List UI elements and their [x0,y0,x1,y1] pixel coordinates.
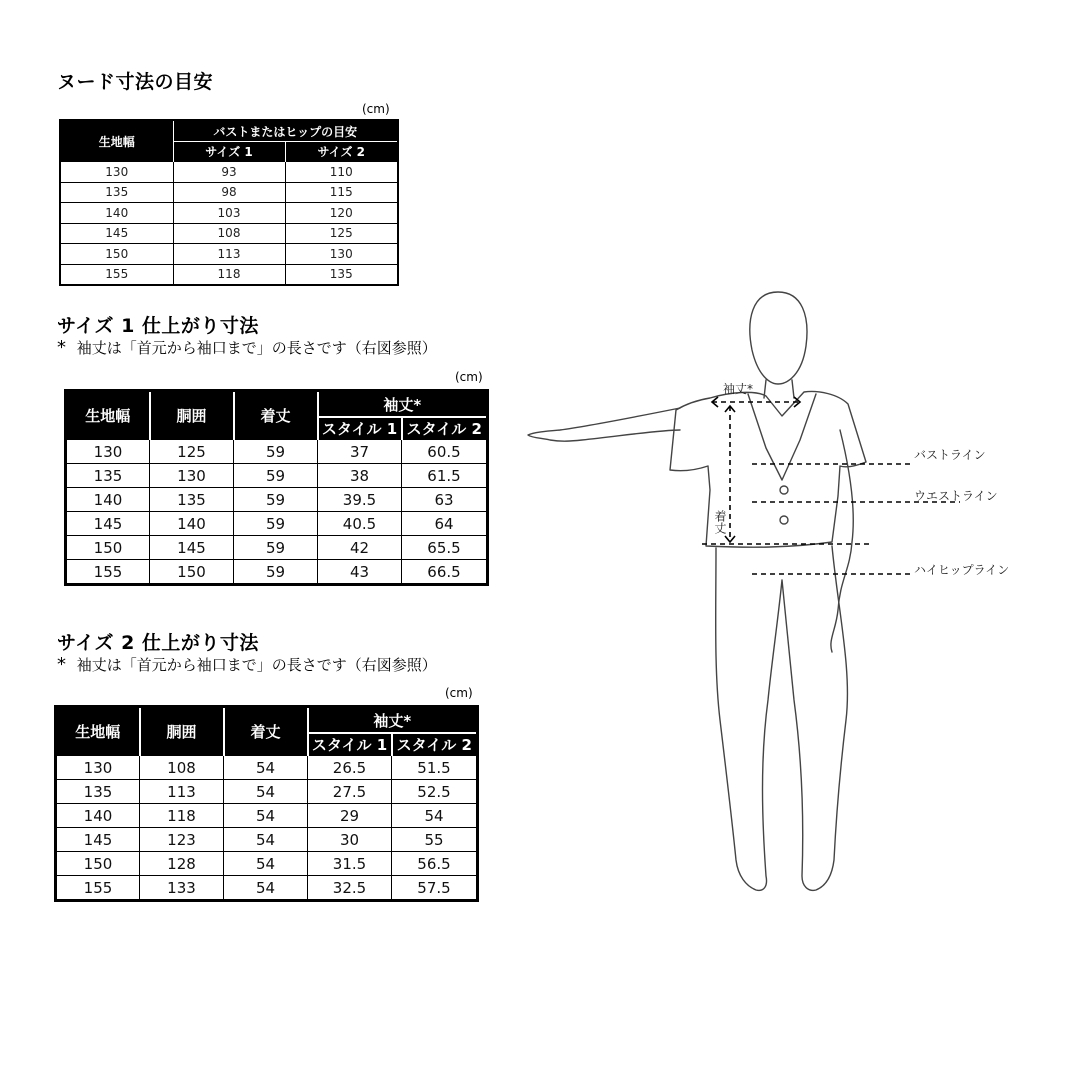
table-cell: 128 [140,852,224,876]
table-cell: 56.5 [392,852,478,876]
table-cell: 26.5 [308,756,392,780]
table-cell: 93 [173,162,285,183]
legs-outline [716,546,848,890]
table-row [56,804,478,828]
table-cell: 39.5 [318,488,402,512]
table-cell: 118 [173,264,285,285]
header-sleeve: 袖丈* [308,707,478,734]
table-cell: 27.5 [308,780,392,804]
collar-outline [748,394,816,480]
table-cell: 30 [308,828,392,852]
header-body: 胴囲 [140,707,224,756]
table-row [56,780,478,804]
table-cell: 61.5 [402,464,488,488]
table-cell: 55 [392,828,478,852]
table-cell: 155 [60,264,173,285]
table-cell: 150 [60,244,173,265]
table-row [60,244,398,265]
table-cell: 65.5 [402,536,488,560]
note-text: 袖丈は「首元から袖口まで」の長さです（右図参照） [76,656,437,674]
unit-label: (cm) [362,102,390,116]
table-cell: 59 [234,440,318,464]
extended-arm [528,408,680,441]
shirt-button [780,516,788,524]
table-cell: 130 [66,440,150,464]
table-cell: 31.5 [308,852,392,876]
table-cell: 130 [150,464,234,488]
table-cell: 130 [56,756,140,780]
table-row [66,512,488,536]
bust-line-label: バストライン [914,448,986,462]
table-cell: 38 [318,464,402,488]
table-row [60,223,398,244]
table-cell: 64 [402,512,488,536]
size1-finished-table [64,389,489,586]
table-row [66,560,488,585]
table-cell: 103 [173,203,285,224]
table-cell: 155 [66,560,150,585]
header-bust-hip: バストまたはヒップの目安 [173,120,398,142]
table-cell: 145 [150,536,234,560]
table-cell: 59 [234,488,318,512]
table-cell: 32.5 [308,876,392,901]
size2-finished-table [54,705,479,902]
table-cell: 54 [224,804,308,828]
note-star: * [57,654,66,675]
header-fabric-width: 生地幅 [60,120,173,162]
table-cell: 40.5 [318,512,402,536]
header-style2: スタイル 2 [402,417,488,440]
sleeve-length-label: 袖丈* [723,382,754,396]
table-row [66,488,488,512]
high-hip-line-label: ハイヒップライン [914,563,1010,577]
table-cell: 140 [150,512,234,536]
nude-size-title: ヌード寸法の目安 [57,71,214,93]
table-cell: 145 [66,512,150,536]
size2-finished-title: サイズ 2 仕上がり寸法 [57,632,259,654]
table-cell: 118 [140,804,224,828]
table-row [66,536,488,560]
table-row [60,162,398,183]
sleeve-note [57,337,437,358]
size1-finished-title: サイズ 1 仕上がり寸法 [57,315,259,337]
table-cell: 145 [60,223,173,244]
table-cell: 54 [224,780,308,804]
table-cell: 150 [66,536,150,560]
figure-illustration [520,280,1060,910]
table-cell: 60.5 [402,440,488,464]
shirt-button [780,486,788,494]
note-star: * [57,337,66,358]
table-cell: 63 [402,488,488,512]
unit-label: (cm) [455,370,483,384]
header-body: 胴囲 [150,391,234,440]
table-cell: 59 [234,536,318,560]
unit-label: (cm) [445,686,473,700]
header-style2: スタイル 2 [392,733,478,756]
table-cell: 125 [150,440,234,464]
table-cell: 135 [60,182,173,203]
table-cell: 59 [234,512,318,536]
table-cell: 54 [392,804,478,828]
header-fabric-width: 生地幅 [66,391,150,440]
table-cell: 54 [224,828,308,852]
table-cell: 113 [173,244,285,265]
table-row [66,440,488,464]
table-cell: 155 [56,876,140,901]
table-cell: 59 [234,464,318,488]
shirt-outline [670,392,866,548]
table-row [60,182,398,203]
table-cell: 110 [285,162,398,183]
table-cell: 54 [224,756,308,780]
table-cell: 98 [173,182,285,203]
table-cell: 135 [150,488,234,512]
table-row [60,203,398,224]
table-cell: 145 [56,828,140,852]
header-length: 着丈 [224,707,308,756]
table-cell: 135 [56,780,140,804]
header-style1: スタイル 1 [308,733,392,756]
waist-line-label: ウエストライン [914,489,998,503]
header-style1: スタイル 1 [318,417,402,440]
table-cell: 135 [66,464,150,488]
table-cell: 125 [285,223,398,244]
table-cell: 130 [60,162,173,183]
head-outline [750,292,807,384]
table-cell: 108 [140,756,224,780]
table-cell: 54 [224,876,308,901]
table-cell: 108 [173,223,285,244]
garment-length-label: 着丈 [713,510,727,534]
table-cell: 150 [150,560,234,585]
sleeve-note [57,654,437,675]
table-cell: 130 [285,244,398,265]
table-row [56,756,478,780]
table-cell: 52.5 [392,780,478,804]
table-cell: 135 [285,264,398,285]
table-cell: 54 [224,852,308,876]
table-cell: 29 [308,804,392,828]
table-cell: 115 [285,182,398,203]
header-size2: サイズ 2 [285,142,398,162]
table-cell: 51.5 [392,756,478,780]
table-cell: 140 [56,804,140,828]
table-cell: 113 [140,780,224,804]
table-cell: 66.5 [402,560,488,585]
table-cell: 59 [234,560,318,585]
table-cell: 140 [66,488,150,512]
table-row [56,876,478,901]
table-cell: 43 [318,560,402,585]
header-size1: サイズ 1 [173,142,285,162]
header-length: 着丈 [234,391,318,440]
table-row [56,828,478,852]
table-cell: 150 [56,852,140,876]
header-sleeve: 袖丈* [318,391,488,418]
table-cell: 57.5 [392,876,478,901]
table-cell: 140 [60,203,173,224]
nude-size-table [59,119,399,286]
table-cell: 37 [318,440,402,464]
table-row [66,464,488,488]
table-cell: 42 [318,536,402,560]
neck-outline [764,380,794,398]
note-text: 袖丈は「首元から袖口まで」の長さです（右図参照） [76,339,437,357]
table-row [60,264,398,285]
table-cell: 123 [140,828,224,852]
table-cell: 120 [285,203,398,224]
table-row [56,852,478,876]
table-cell: 133 [140,876,224,901]
header-fabric-width: 生地幅 [56,707,140,756]
